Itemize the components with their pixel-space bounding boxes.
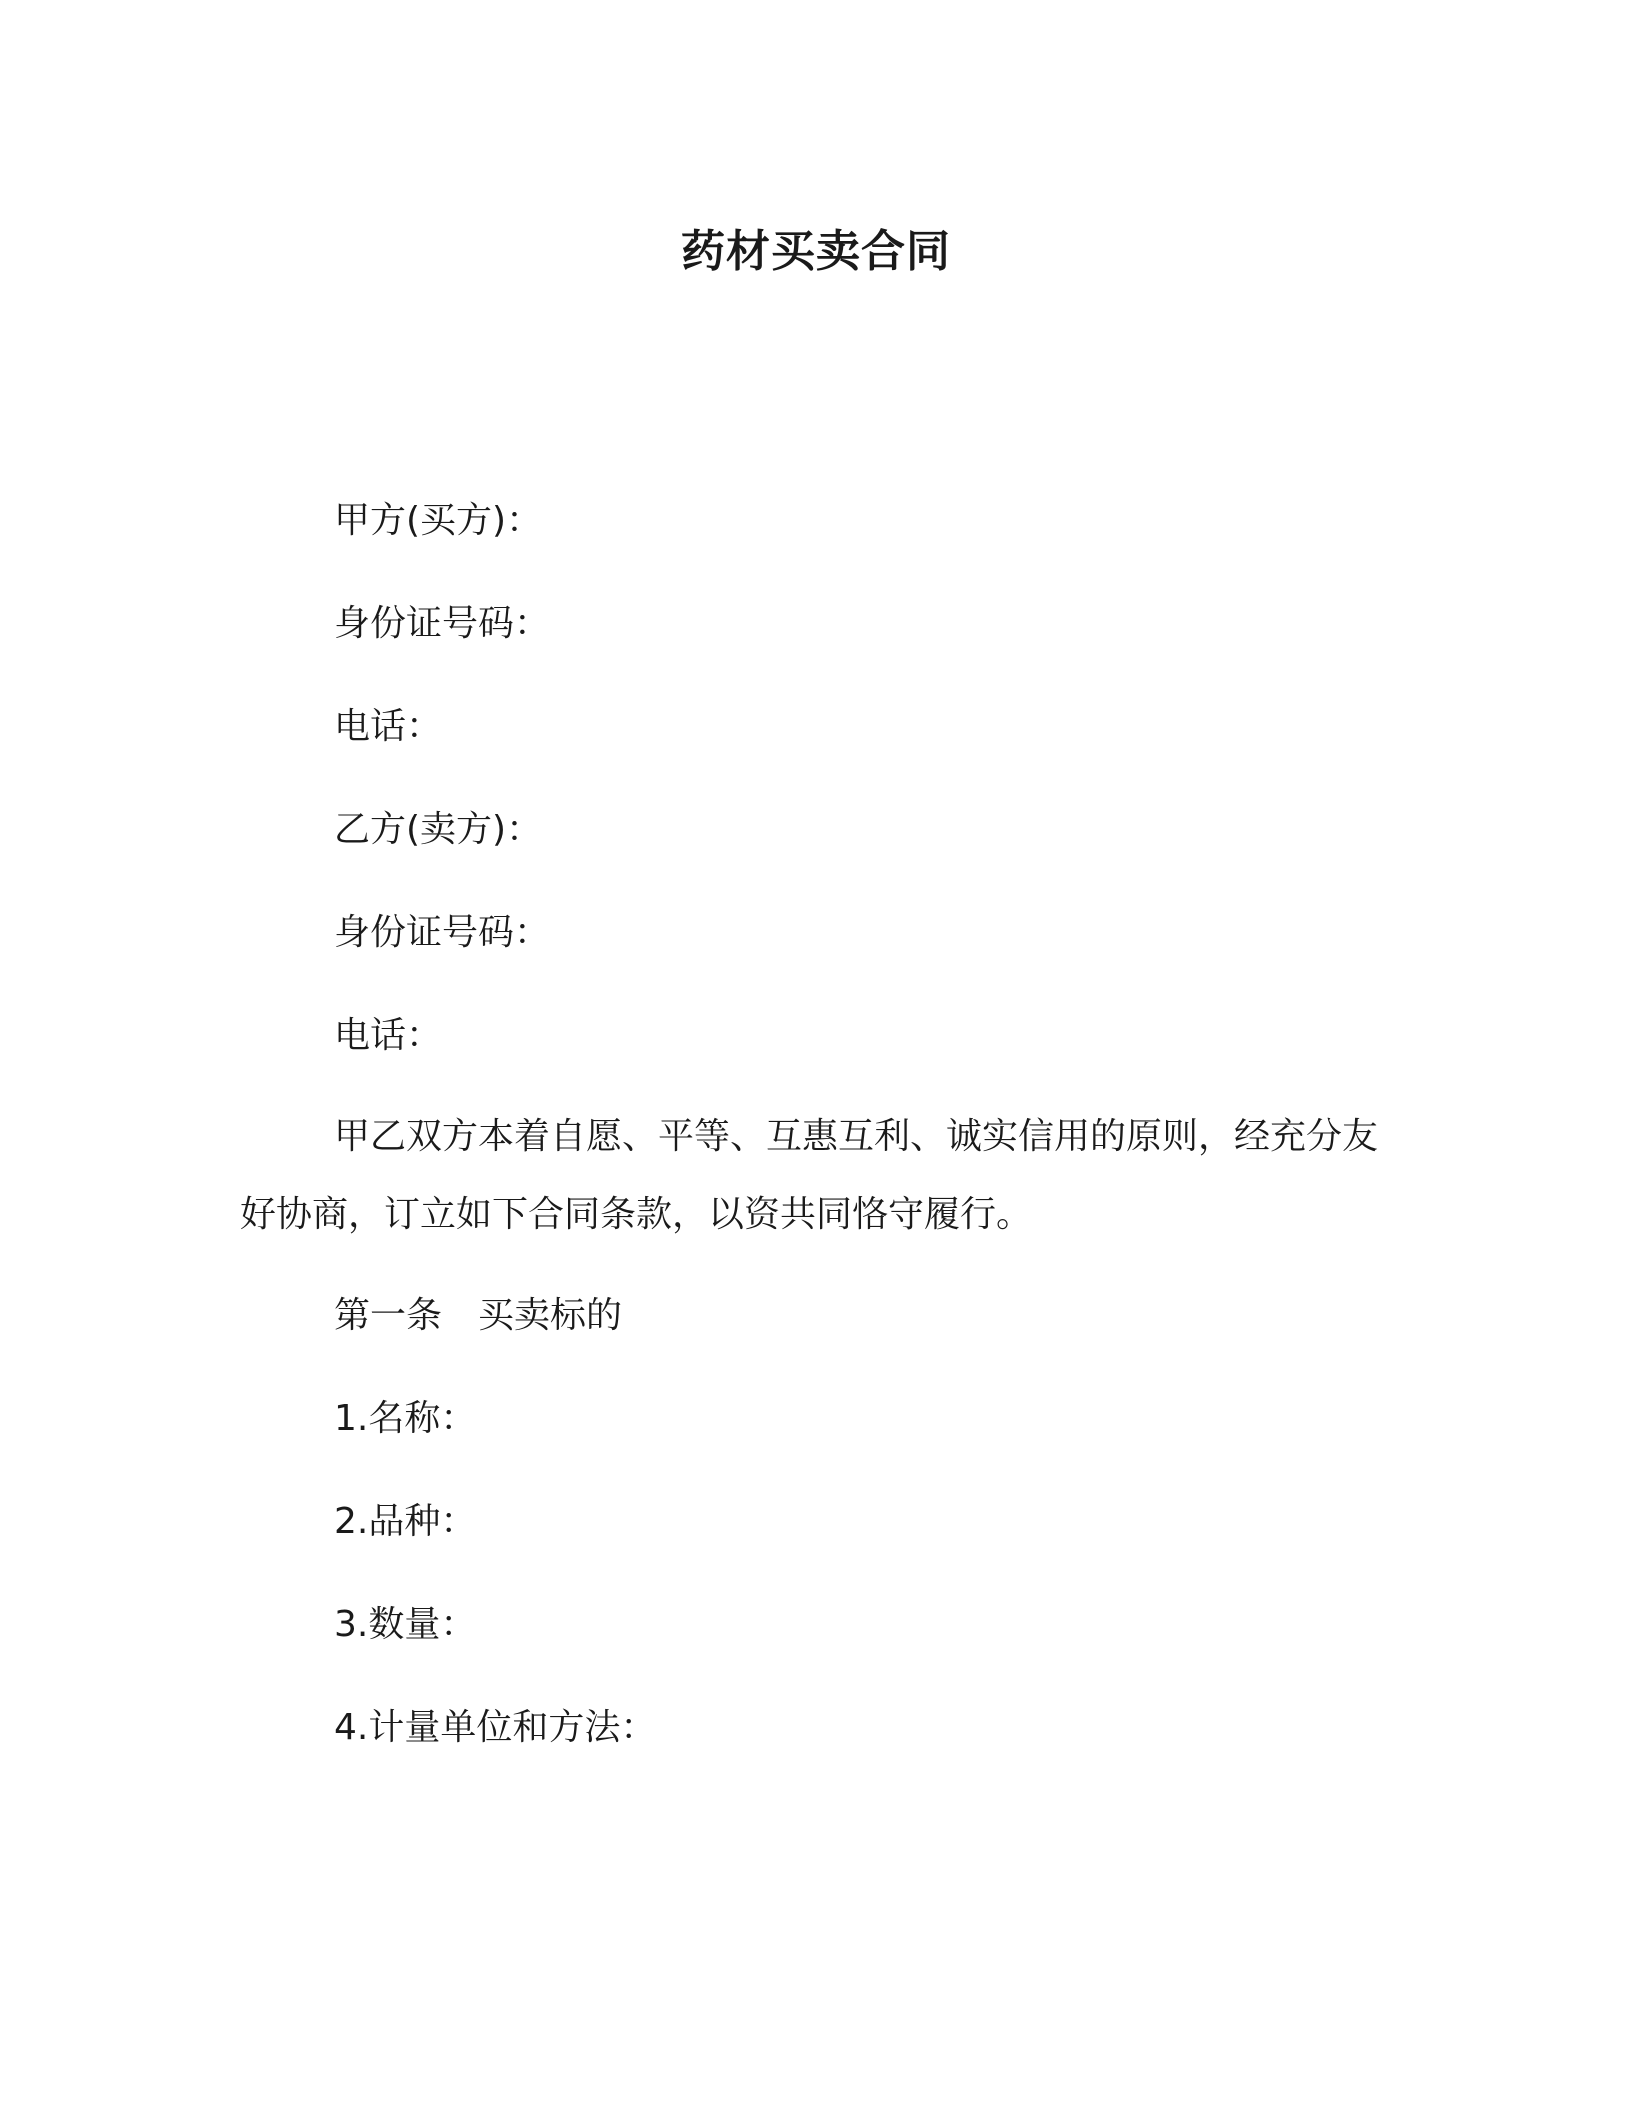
list-item-variety: 2.品种：: [334, 1501, 477, 1542]
party-a-phone-label: 电话：: [334, 706, 443, 747]
party-b-phone-label: 电话：: [334, 1015, 443, 1056]
party-a-label: 甲方(买方)：: [334, 500, 543, 541]
article-1-number: 第一条: [334, 1295, 443, 1336]
preamble-paragraph: 甲乙双方本着自愿、平等、互惠互利、诚实信用的原则，经充分友好协商，订立如下合同条款，以资共同恪守履行。: [240, 1116, 1379, 1235]
list-item-measurement: 4.计量单位和方法：: [334, 1707, 657, 1748]
list-item-name: 1.名称：: [334, 1398, 477, 1439]
article-1-heading: [334, 1291, 622, 1341]
document-title: 药材买卖合同: [681, 226, 951, 277]
list-item-quantity: 3.数量：: [334, 1604, 477, 1645]
party-a-id-label: 身份证号码：: [334, 603, 551, 644]
party-b-id-label: 身份证号码：: [334, 912, 551, 953]
party-b-label: 乙方(卖方)：: [334, 809, 543, 850]
article-1-title: 买卖标的: [478, 1295, 623, 1336]
